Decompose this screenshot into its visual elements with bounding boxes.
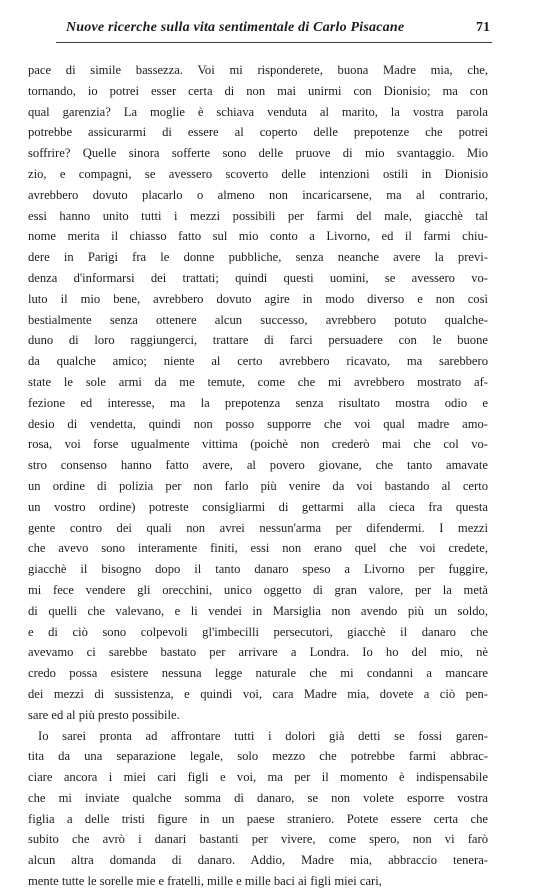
text-line: un ordine di polizia per non farlo più venire da voi bastando al certo (28, 478, 488, 493)
text-line: credo possa esistere nessuna legge naturale che mi condanni a mancare (28, 666, 488, 681)
text-line: bestialmente senza ottenere alcun successo, avrebbero potuto qualche- (28, 312, 488, 327)
text-line: essi hanno unito tutti i mezzi possibili per farmi del male, giacchè tal (28, 208, 488, 223)
page-header (56, 20, 492, 43)
text-line: sare ed al più presto possibile. (28, 707, 180, 722)
running-title: Nuove ricerche sulla vita sentimentale di Carlo Pisacane (66, 20, 405, 35)
text-line: che avevo sono interamente finiti, essi non erano quel che voi credete, (28, 541, 488, 556)
text-line: mi fece vendere gli orecchini, unico oggetto di gran valore, per la metà (28, 582, 488, 597)
text-line: avrebbero dovuto placarlo o almeno non incaricarsene, ma al contrario, (28, 187, 488, 202)
text-line: duno di loro raggiungerci, trattare di farci persuadere con le buone (28, 333, 488, 348)
text-line: un vostro ordine) potreste consigliarmi di gettarmi alla cieca fra questa (28, 499, 488, 514)
body-text (28, 60, 488, 892)
text-line: dere in Parigi fra le donne pubbliche, senza neanche avere la previ- (28, 250, 488, 265)
text-line: mente tutte le sorelle mie e fratelli, mille e mille baci ai figli miei cari, (28, 874, 382, 889)
text-line: dei mezzi di sussistenza, e quindi voi, cara Madre mia, dovete a ciò pen- (28, 686, 488, 701)
text-line: rosa, voi forse ugualmente vittima (poichè non crederò mai che col vo- (28, 437, 488, 452)
text-line: fezione ed interesse, ma la prepotenza senza risultato mostra odio e (28, 395, 488, 410)
text-line: da qualche amico; niente al certo avrebbero ricavato, ma sarebbero (28, 354, 488, 369)
text-line: desio di vendetta, quindi non posso supporre che voi qual madre amo- (28, 416, 488, 431)
text-line: ciare ancora i miei cari figli e voi, ma per il momento è indispensabile (28, 770, 488, 785)
text-line: soffrire? Quelle sinora sofferte sono delle pruove di mio svantaggio. Mio (28, 146, 488, 161)
text-line: potrebbe assicurarmi di essere al coperto delle prepotenze che potrei (28, 125, 488, 140)
text-line: nome merita il chiasso fatto sul mio conto a Livorno, ed il farmi chiu- (28, 229, 488, 244)
text-line: alcun altra domanda di danaro. Addio, Madre mia, abbraccio tenera- (28, 853, 488, 868)
text-line: luto il mio bene, avrebbero dovuto agire in modo diverso e non così (28, 291, 488, 306)
text-line: e di ciò sono colpevoli gl'imbecilli persecutori, giacchè il danaro che (28, 624, 488, 639)
text-line: gente contro dei quali non avrei nessun'arma per difendermi. I mezzi (28, 520, 488, 535)
text-line: subito che avrò i danari bastanti per vivere, come spero, non vi farò (28, 832, 488, 847)
text-line: tita da una separazione legale, solo mezzo che potrebbe farmi abbrac- (28, 749, 488, 764)
text-line: tornando, io potrei esser certa di non mai unirmi con Dionisio; ma con (28, 83, 488, 98)
text-line: zio, e compagni, se avessero scoverto delle intenzioni ostili in Dionisio (28, 166, 488, 181)
text-line: denza d'informarsi dei trattati; quindi questi uomini, se avessero vo- (28, 270, 488, 285)
text-line: che mi inviate qualche somma di danaro, se non volete esporre vostra (28, 790, 488, 805)
text-line: qual garenzia? La moglie è schiava venduta al marito, la vostra parola (28, 104, 488, 119)
text-line: figlia a delle tristi figure in un paese straniero. Potete essere certa che (28, 811, 488, 826)
text-line: pace di simile bassezza. Voi mi risponderete, buona Madre mia, che, (28, 63, 488, 77)
text-line: giacchè il bisogno dopo il tanto danaro speso a Livorno per fuggire, (28, 562, 488, 577)
text-line: stro consenso hanno fatto avere, al povero giovane, che tanto amavate (28, 458, 488, 473)
page-number: 71 (476, 20, 490, 35)
text-line: di quelli che valevano, e li vendei in Marsiglia non avendo più un soldo, (28, 603, 488, 618)
text-line: avevamo ci sarebbe bastato per arrivare a Londra. Io ho del mio, nè (28, 645, 488, 660)
text-line: Io sarei pronta ad affrontare tutti i dolori già detti se fossi garen- (38, 728, 488, 743)
text-line: state le sole armi da me temute, come che mi avrebbero mostrato af- (28, 374, 488, 389)
paragraph (28, 60, 488, 726)
paragraph (28, 726, 488, 892)
